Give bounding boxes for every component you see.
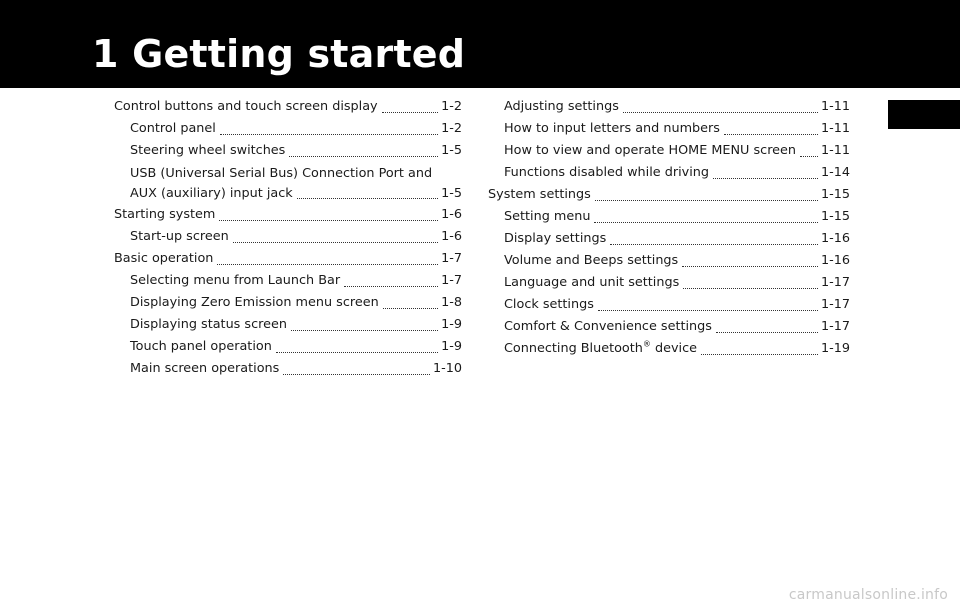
toc-entry-page: 1-11 xyxy=(820,143,850,158)
dot-leader xyxy=(344,285,438,287)
toc-entry-title-text: Control panel xyxy=(130,121,216,136)
toc-entry[interactable] xyxy=(488,96,850,118)
toc-entry[interactable] xyxy=(114,226,462,248)
toc-entry[interactable] xyxy=(488,206,850,228)
toc-entry-page: 1-2 xyxy=(441,121,462,136)
toc-entry-page: 1-14 xyxy=(820,165,850,180)
dot-leader xyxy=(291,329,438,331)
dot-leader xyxy=(219,219,438,221)
dot-leader xyxy=(594,221,818,223)
toc-entry-page: 1-5 xyxy=(441,186,462,201)
dot-leader xyxy=(276,351,438,353)
toc-entry-page: 1-11 xyxy=(820,99,850,114)
toc-entry[interactable] xyxy=(114,270,462,292)
toc-entry-title xyxy=(114,248,213,270)
toc-column-left xyxy=(114,96,462,380)
dot-leader xyxy=(713,177,818,179)
toc-entry-page: 1-15 xyxy=(820,187,850,202)
toc-entry-title xyxy=(504,96,619,118)
toc-entry-page: 1-17 xyxy=(820,297,850,312)
toc-entry-line xyxy=(130,164,462,184)
toc-entry-title xyxy=(504,140,796,162)
toc-entry[interactable] xyxy=(114,336,462,358)
toc-entry-title-text: Language and unit settings xyxy=(504,275,680,290)
toc-entry-page: 1-19 xyxy=(820,341,850,356)
toc-entry-title xyxy=(130,226,229,248)
toc-entry-title-text: Setting menu xyxy=(504,209,591,224)
toc-entry-title xyxy=(504,118,720,140)
toc-entry-page: 1-5 xyxy=(441,143,462,158)
toc-entry-page: 1-6 xyxy=(441,207,462,222)
toc-entry-title xyxy=(130,270,340,292)
toc-entry-page: 1-7 xyxy=(441,273,462,288)
dot-leader xyxy=(683,287,818,289)
registered-mark: ® xyxy=(642,339,651,349)
toc-entry-line xyxy=(130,184,462,204)
toc-entry[interactable] xyxy=(488,294,850,316)
toc-entry-title xyxy=(130,166,432,181)
toc-entry-page: 1-8 xyxy=(441,295,462,310)
dot-leader xyxy=(383,307,438,309)
toc-entry-title-text: Comfort & Convenience settings xyxy=(504,319,712,334)
toc-entry-title-text: Steering wheel switches xyxy=(130,143,286,158)
toc-entry-title xyxy=(130,292,379,314)
dot-leader xyxy=(382,111,438,113)
chapter-tab-marker xyxy=(888,100,960,129)
toc-entry[interactable] xyxy=(114,118,462,140)
toc-entry-title xyxy=(130,358,279,380)
toc-entry-title xyxy=(504,162,709,184)
toc-entry-title xyxy=(130,184,293,204)
toc-entry-page: 1-16 xyxy=(820,253,850,268)
toc-entry-title-text: How to view and operate HOME MENU screen xyxy=(504,143,797,158)
toc-entry-title xyxy=(504,272,679,294)
toc-entry[interactable] xyxy=(488,184,850,206)
toc-entry-title-text: AUX (auxiliary) input jack xyxy=(130,186,293,201)
toc-entry-title xyxy=(130,314,287,336)
toc-entry[interactable] xyxy=(114,140,462,162)
toc-entry[interactable] xyxy=(114,204,462,226)
toc-entry-title xyxy=(504,316,712,338)
toc-entry[interactable] xyxy=(114,314,462,336)
toc-entry[interactable] xyxy=(488,118,850,140)
toc-entry-title xyxy=(130,140,285,162)
toc-entry[interactable] xyxy=(114,292,462,314)
dot-leader xyxy=(297,197,438,199)
toc-entry-title-text: How to input letters and numbers xyxy=(504,121,720,136)
toc-entry-title xyxy=(504,228,606,250)
toc-entry-title xyxy=(504,250,678,272)
toc-entry-title-text: Touch panel operation xyxy=(130,339,272,354)
toc-entry-page: 1-9 xyxy=(441,339,462,354)
toc-entry-title-text: Control buttons and touch screen display xyxy=(114,99,378,114)
toc-entry-page: 1-2 xyxy=(441,99,462,114)
dot-leader xyxy=(701,353,818,355)
toc-entry[interactable] xyxy=(488,228,850,250)
toc-entry-title-text: Functions disabled while driving xyxy=(504,165,710,180)
toc-entry[interactable] xyxy=(114,248,462,270)
toc-entry[interactable] xyxy=(114,162,462,204)
toc-entry-title xyxy=(504,294,594,316)
dot-leader xyxy=(217,263,438,265)
toc-entry-title-text: Start-up screen xyxy=(130,229,229,244)
toc-entry-title-text: Basic operation xyxy=(114,251,214,266)
toc-entry-title xyxy=(114,96,378,118)
toc-entry-title-text: Adjusting settings xyxy=(504,99,619,114)
chapter-title: 1 Getting started xyxy=(92,32,466,76)
dot-leader xyxy=(233,241,438,243)
toc-entry-title-text: Display settings xyxy=(504,231,607,246)
toc-entry[interactable] xyxy=(488,338,850,360)
toc-entry[interactable] xyxy=(488,162,850,184)
toc-entry-title-text: Starting system xyxy=(114,207,216,222)
dot-leader xyxy=(289,155,438,157)
dot-leader xyxy=(610,243,818,245)
toc-entry-title-text: Main screen operations xyxy=(130,361,280,376)
toc-entry[interactable] xyxy=(488,140,850,162)
toc-entry-title xyxy=(130,336,272,358)
toc-entry-page: 1-9 xyxy=(441,317,462,332)
toc-entry-title-text: Clock settings xyxy=(504,297,594,312)
toc-entry-title-text: Volume and Beeps settings xyxy=(504,253,679,268)
toc-entry-page: 1-15 xyxy=(820,209,850,224)
dot-leader xyxy=(598,309,818,311)
toc-entry-page: 1-7 xyxy=(441,251,462,266)
dot-leader xyxy=(800,155,818,157)
toc-entry-title-text: Displaying Zero Emission menu screen xyxy=(130,295,379,310)
toc-entry-page: 1-17 xyxy=(820,319,850,334)
toc-entry-title xyxy=(130,118,216,140)
dot-leader xyxy=(724,133,818,135)
dot-leader xyxy=(716,331,818,333)
dot-leader xyxy=(682,265,818,267)
toc-entry[interactable] xyxy=(114,96,462,118)
toc-entry[interactable] xyxy=(114,358,462,380)
toc-entry-title xyxy=(504,338,697,360)
toc-entry-title-text: Selecting menu from Launch Bar xyxy=(130,273,341,288)
dot-leader xyxy=(220,133,438,135)
toc-column-right xyxy=(488,96,850,360)
toc-entry-page: 1-11 xyxy=(820,121,850,136)
toc-entry-title-text: Connecting Bluetooth xyxy=(504,341,643,356)
toc-entry[interactable] xyxy=(488,272,850,294)
toc-entry-page: 1-16 xyxy=(820,231,850,246)
toc-entry-page: 1-6 xyxy=(441,229,462,244)
dot-leader xyxy=(595,199,818,201)
toc-entry-title-text: USB (Universal Serial Bus) Connection Port and xyxy=(130,166,433,181)
dot-leader xyxy=(623,111,818,113)
toc-entry-title xyxy=(504,206,590,228)
watermark: carmanualsonline.info xyxy=(788,587,948,603)
toc-entry-page: 1-17 xyxy=(820,275,850,290)
toc-entry[interactable] xyxy=(488,250,850,272)
toc-entry[interactable] xyxy=(488,316,850,338)
toc-entry-title-text: System settings xyxy=(488,187,591,202)
toc-entry-page: 1-10 xyxy=(432,361,462,376)
toc-entry-title xyxy=(114,204,215,226)
dot-leader xyxy=(283,373,430,375)
toc-entry-title xyxy=(488,184,591,206)
toc-entry-title-suffix: device xyxy=(650,341,698,356)
toc-entry-title-text: Displaying status screen xyxy=(130,317,287,332)
